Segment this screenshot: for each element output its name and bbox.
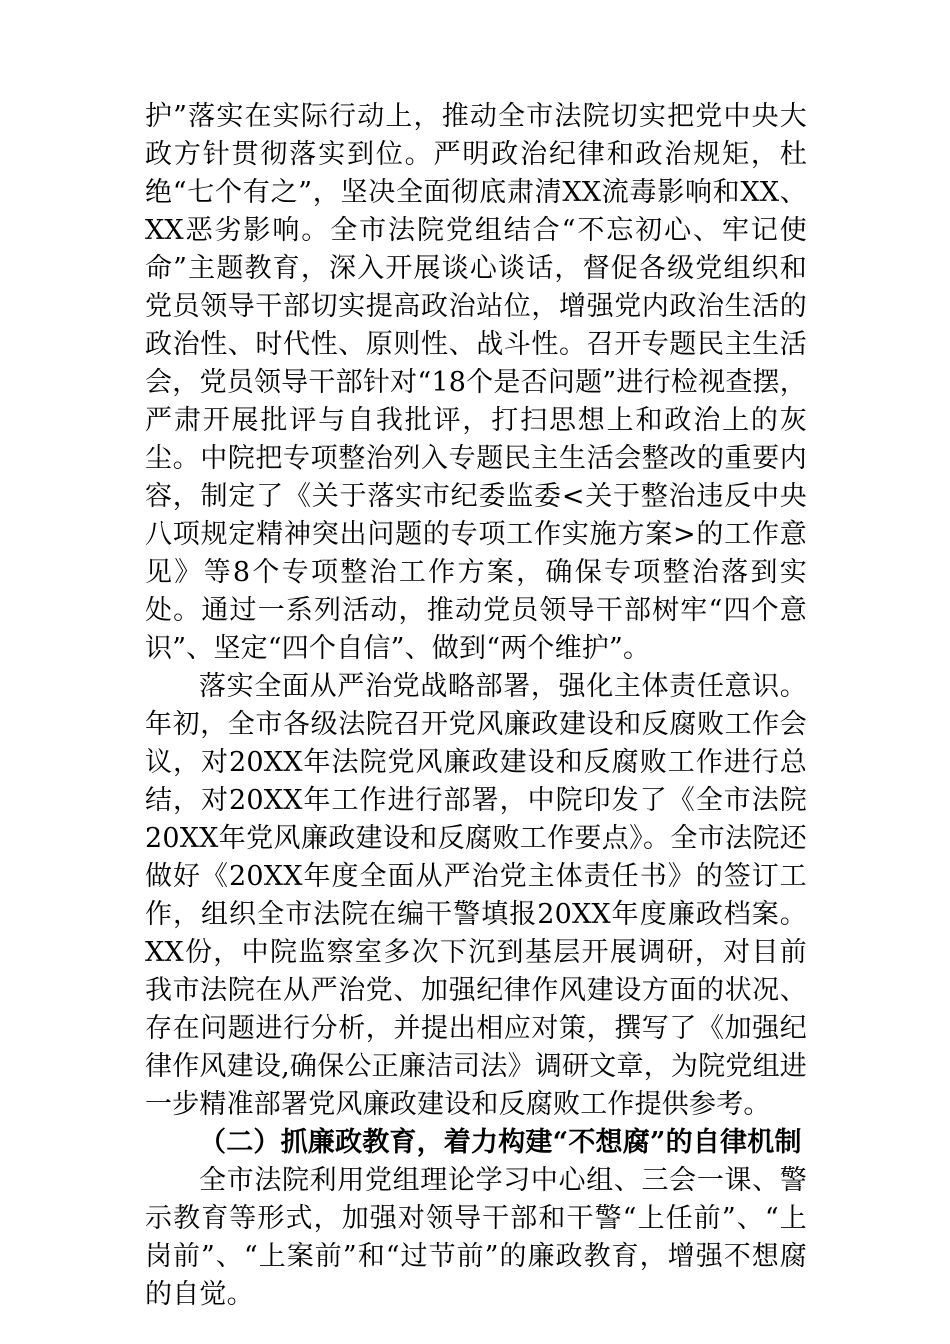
paragraph-continuation: 护”落实在实际行动上，推动全市法院切实把党中央大政方针贯彻落实到位。严明政治纪律和政治规矩，杜绝“七个有之”，坚决全面彻底肃清XX流毒影响和XX、XX恶劣影响。全市法院党组结合“不忘初心、牢记使命”主题教育，深入开展谈心谈话，督促各级党组织和党员领导干部切实提高政治站位，增强党内政治生活的政治性、时代性、原则性、战斗性。召开专题民主生活会，党员领导干部针对“18个是否问题”进行检视查摆，严肃开展批评与自我批评，打扫思想上和政治上的灰尘。中院把专项整治列入专题民主生活会整改的重要内容，制定了《关于落实市纪委监委<关于整治违反中央八项规定精神突出问题的专项工作实施方案>的工作意见》等8个专项整治工作方案，确保专项整治落到实处。通过一系列活动，推动党员领导干部树牢“四个意识”、坚定“四个自信”、做到“两个维护”。 bbox=[145, 101, 807, 664]
document-body bbox=[145, 98, 807, 1314]
paragraph-party-governance: 落实全面从严治党战略部署，强化主体责任意识。年初，全市各级法院召开党风廉政建设和反腐败工作会议，对20XX年法院党风廉政建设和反腐败工作进行总结，对20XX年工作进行部署，中院印发了《全市法院20XX年党风廉政建设和反腐败工作要点》。全市法院还做好《20XX年度全面从严治党主体责任书》的签订工作，组织全市法院在编干警填报20XX年度廉政档案。XX份，中院监察室多次下沉到基层开展调研，对目前我市法院在从严治党、加强纪律作风建设方面的状况、存在问题进行分析，并提出相应对策，撰写了《加强纪律作风建设,确保公正廉洁司法》调研文章，为院党组进一步精准部署党风廉政建设和反腐败工作提供参考。 bbox=[145, 671, 807, 1120]
paragraph-integrity-education: 全市法院利用党组理论学习中心组、三会一课、警示教育等形式，加强对领导干部和干警“上任前”、“上岗前”、“上案前”和“过节前”的廉政教育，增强不想腐的自觉。 bbox=[145, 1165, 807, 1310]
section-heading-integrity-education: （二）抓廉政教育，着力构建“不想腐”的自律机制 bbox=[199, 1127, 802, 1158]
